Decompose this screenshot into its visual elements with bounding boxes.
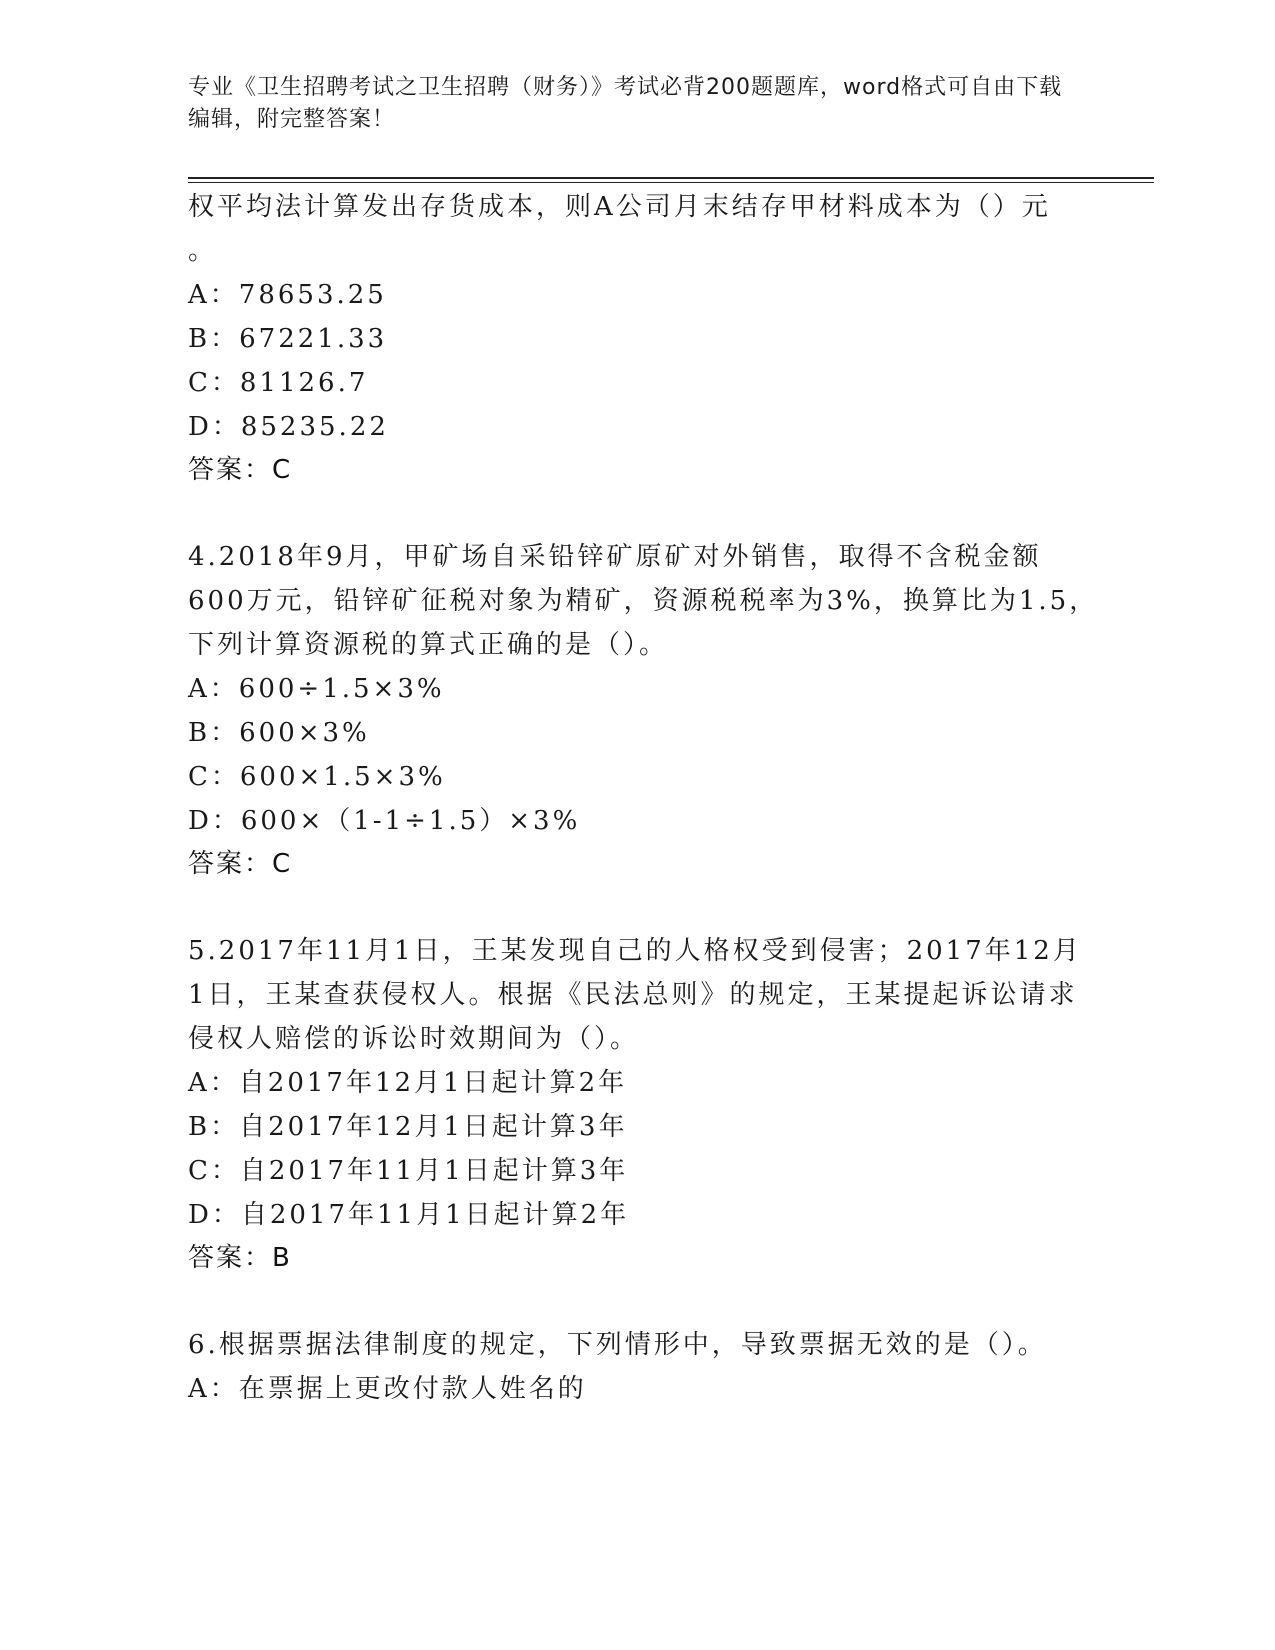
question-4-option-a: A：600÷1.5×3% bbox=[188, 674, 445, 704]
question-5-line-3: 侵权人赔偿的诉讼时效期间为（）。 bbox=[188, 1024, 640, 1054]
question-3-option-b: B：67221.33 bbox=[188, 324, 388, 354]
question-3-option-d: D：85235.22 bbox=[188, 412, 389, 442]
question-5-option-c: C：自2017年11月1日起计算3年 bbox=[188, 1156, 629, 1186]
question-5-line-2: 1日，王某查获侵权人。根据《民法总则》的规定，王某提起诉讼请求 bbox=[188, 980, 1078, 1010]
question-5-answer: 答案：B bbox=[188, 1243, 292, 1273]
question-4-answer: 答案：C bbox=[188, 849, 293, 879]
question-6-option-a: A：在票据上更改付款人姓名的 bbox=[188, 1374, 587, 1404]
question-4-line-2: 600万元，铅锌矿征税对象为精矿，资源税税率为3%，换算比为1.5， bbox=[188, 586, 1099, 616]
question-3-option-c: C：81126.7 bbox=[188, 368, 369, 398]
question-6-line-1: 6.根据票据法律制度的规定，下列情形中，导致票据无效的是（）。 bbox=[188, 1330, 1047, 1360]
question-3-line-2: 。 bbox=[188, 236, 218, 266]
question-5-option-d: D：自2017年11月1日起计算2年 bbox=[188, 1200, 630, 1230]
question-3-answer: 答案：C bbox=[188, 455, 293, 485]
question-5-option-b: B：自2017年12月1日起计算3年 bbox=[188, 1112, 628, 1142]
question-4-line-3: 下列计算资源税的算式正确的是（）。 bbox=[188, 630, 669, 660]
question-3-option-a: A：78653.25 bbox=[188, 280, 387, 310]
question-4-option-d: D：600×（1-1÷1.5）×3% bbox=[188, 806, 581, 836]
header-divider-thin bbox=[188, 182, 1154, 183]
question-5-option-a: A：自2017年12月1日起计算2年 bbox=[188, 1068, 628, 1098]
question-4-option-b: B：600×3% bbox=[188, 718, 370, 748]
question-4-option-c: C：600×1.5×3% bbox=[188, 762, 446, 792]
document-header: 专业《卫生招聘考试之卫生招聘（财务）》考试必背200题题库，word格式可自由下载编辑，附完整答案！ bbox=[188, 75, 1063, 132]
question-3-line-1: 权平均法计算发出存货成本，则A公司月末结存甲材料成本为（）元 bbox=[188, 192, 1051, 222]
question-4-line-1: 4.2018年9月，甲矿场自采铅锌矿原矿对外销售，取得不含税金额 bbox=[188, 542, 1042, 572]
header-divider-thick bbox=[188, 177, 1154, 179]
question-5-line-1: 5.2017年11月1日，王某发现自己的人格权受到侵害；2017年12月 bbox=[188, 936, 1082, 966]
